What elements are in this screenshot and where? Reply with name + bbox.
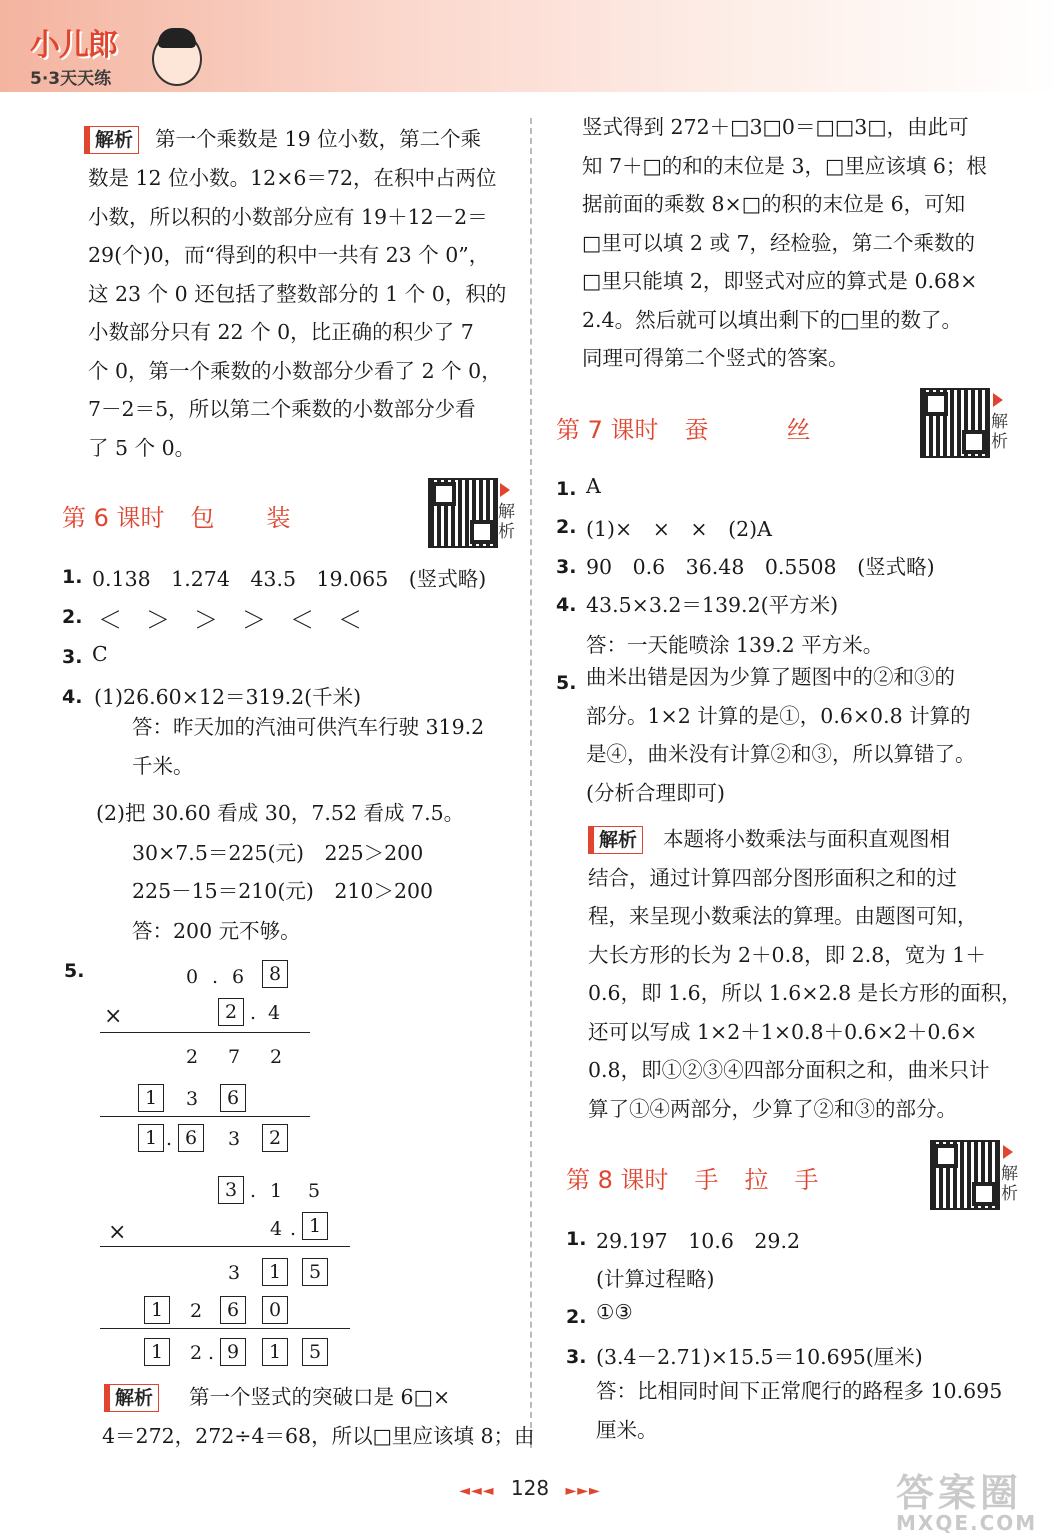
qr-label-char: 解 (498, 502, 515, 522)
play-icon (993, 393, 1003, 407)
text-line: 答：昨天加的汽油可供汽车行驶 319.2 (132, 715, 485, 739)
digit-box: 0 (262, 1296, 288, 1324)
text-line: 千米。 (132, 753, 194, 778)
item-text: ＜ ＞ ＞ ＞ ＜ ＜ (98, 606, 362, 634)
item-number: 4. (62, 686, 83, 708)
text-line: 30×7.5＝225(元) 225＞200 (132, 841, 424, 865)
item-text: (计算过程略) (596, 1267, 715, 1291)
text-line: 第一个乘数是 19 位小数，第二个乘 (155, 127, 482, 151)
digit-box: 8 (262, 960, 288, 988)
item-number: 2. (62, 606, 83, 628)
text-line: 第一个竖式的突破口是 6□× (189, 1385, 451, 1409)
text-line: 0.8，即①②③④四部分面积之和，曲米只计 (588, 1058, 990, 1082)
brand-name: 小儿郎 (30, 28, 117, 63)
analysis-continuation (582, 108, 987, 378)
digit-box: 6 (178, 1124, 204, 1152)
text-line: □里可以填 2 或 7，经检验，第二个乘数的 (582, 230, 976, 255)
lesson-number: 第 8 课时 (566, 1166, 669, 1194)
lesson-title-char: 丝 (786, 416, 811, 444)
analysis-block-1 (84, 120, 481, 159)
qr-code-icon[interactable] (920, 388, 990, 458)
digit-box: 3 (218, 1176, 244, 1204)
play-icon (1003, 1145, 1013, 1159)
digit: 2 (186, 1046, 199, 1068)
item-text: 43.5×3.2＝139.2(平方米) (586, 593, 839, 617)
lesson-number: 第 7 课时 (556, 416, 659, 444)
item-5-text (586, 658, 976, 812)
text-line: 厘米。 (596, 1417, 658, 1442)
lesson-title-char: 包 (190, 504, 215, 532)
qr-label-char: 解 (991, 412, 1008, 432)
item-number: 3. (62, 646, 83, 668)
digit: 3 (186, 1088, 199, 1110)
digit: . (290, 1218, 297, 1240)
item-4-answer (132, 708, 484, 785)
item-text: 0.138 1.274 43.5 19.065 (竖式略) (92, 567, 487, 591)
digit: 3 (228, 1262, 241, 1284)
lesson-title-char: 手 (694, 1166, 719, 1194)
digit: 7 (228, 1046, 241, 1068)
digit-box: 6 (220, 1296, 246, 1324)
arrow-right-icon: ►►► (565, 1483, 601, 1499)
digit-box: 1 (262, 1258, 288, 1286)
digit: . (208, 1342, 215, 1364)
text-line: 知 7＋□的和的末位是 3，□里应该填 6；根 (582, 153, 987, 178)
calc-rule (100, 1116, 310, 1117)
item-number: 2. (556, 516, 577, 538)
digit-box: 1 (144, 1296, 170, 1324)
text-line: 小数，所以积的小数部分应有 19＋12－2＝ (88, 204, 488, 229)
column-divider (530, 118, 532, 1448)
lesson-8-title (566, 1160, 819, 1195)
digit: 4 (268, 1002, 281, 1024)
qr-label-char: 析 (1001, 1184, 1018, 1204)
text-line: 225－15＝210(元) 210＞200 (132, 879, 434, 903)
brand-logo (24, 18, 224, 98)
item-number: 3. (556, 556, 577, 578)
text-line: 个 0，第一个乘数的小数部分少看了 2 个 0， (88, 358, 502, 383)
text-line: 2.4。然后就可以填出剩下的□里的数了。 (582, 307, 962, 332)
text-line: 据前面的乘数 8×□的积的末位是 6，可知 (582, 192, 966, 216)
lesson-number: 第 6 课时 (62, 504, 165, 532)
item-text: C (92, 642, 108, 666)
text-line: 7－2＝5，所以第二个乘数的小数部分少看 (88, 397, 476, 421)
text-line: 竖式得到 272＋□3□0＝□□3□，由此可 (582, 115, 969, 139)
digit: 5 (308, 1180, 321, 1202)
item-text: A (586, 474, 601, 498)
lesson-title-char: 装 (266, 504, 291, 532)
text-line: 答：比相同时间下正常爬行的路程多 10.695 (596, 1379, 1003, 1403)
digit-box: 1 (144, 1338, 170, 1366)
digit-box: 1 (138, 1084, 164, 1112)
text-line: 还可以写成 1×2＋1×0.8＋0.6×2＋0.6× (588, 1019, 978, 1044)
item-text: ①③ (596, 1300, 633, 1324)
digit-box: 1 (302, 1212, 328, 1240)
qr-label (1001, 1164, 1021, 1204)
analysis-tag: 解析 (84, 126, 139, 154)
item-number: 1. (62, 566, 83, 588)
digit-box: 5 (302, 1338, 328, 1366)
analysis-tag: 解析 (588, 826, 643, 854)
qr-label-char: 析 (991, 432, 1008, 452)
item-number: 1. (566, 1228, 587, 1250)
qr-label (498, 502, 518, 542)
qr-label-char: 解 (1001, 1164, 1018, 1184)
qr-code-icon[interactable] (428, 478, 498, 548)
brand-series: 5·3天天练 (30, 69, 112, 89)
digit: 4 (270, 1218, 283, 1240)
multiply-sign: × (104, 1004, 123, 1029)
text-line: 大长方形的长为 2＋0.8，即 2.8，宽为 1＋ (588, 942, 986, 967)
multiply-sign: × (108, 1220, 127, 1245)
analysis-tag: 解析 (104, 1384, 159, 1412)
digit: 1 (270, 1180, 283, 1202)
item-number: 1. (556, 478, 577, 500)
digit-box: 1 (262, 1338, 288, 1366)
text-line: 曲米出错是因为少算了题图中的②和③的 (586, 665, 955, 689)
digit-box: 2 (218, 998, 244, 1026)
digit: 2 (190, 1300, 203, 1322)
digit: 0 (186, 966, 199, 988)
text-line: 29(个)0，而“得到的积中一共有 23 个 0”， (88, 243, 490, 267)
digit: . (250, 1180, 257, 1202)
arrow-left-icon: ◄◄◄ (459, 1483, 495, 1499)
item-number: 5. (556, 672, 577, 694)
lesson-title-char: 手 (794, 1166, 819, 1194)
digit-box: 1 (138, 1124, 164, 1152)
digit-box: 6 (220, 1084, 246, 1112)
watermark-url: MXQE.COM (896, 1511, 1038, 1535)
item-text: (1)× × × (2)A (586, 517, 772, 541)
digit-box: 5 (302, 1258, 328, 1286)
text-line: 了 5 个 0。 (88, 435, 196, 460)
lesson-title-char: 蚕 (684, 416, 709, 444)
item-number: 4. (556, 594, 577, 616)
item-text: 90 0.6 36.48 0.5508 (竖式略) (586, 555, 935, 579)
text-line: 程，来呈现小数乘法的算理。由题图可知， (588, 904, 978, 928)
item-number: 2. (566, 1306, 587, 1328)
play-icon (500, 483, 510, 497)
calc-rule (100, 1328, 350, 1329)
item-number: 5. (64, 960, 85, 982)
text-line: 是④，曲米没有计算②和③，所以算错了。 (586, 742, 976, 766)
item-3-answer (596, 1372, 1002, 1449)
digit: 6 (232, 966, 245, 988)
text-line: (分析合理即可) (586, 780, 725, 805)
text-line: 这 23 个 0 还包括了整数部分的 1 个 0，积的 (88, 281, 507, 306)
digit-box: 9 (220, 1338, 246, 1366)
analysis-block-2 (104, 1378, 535, 1455)
digit: . (166, 1128, 173, 1150)
text-line: 同理可得第二个竖式的答案。 (582, 346, 849, 370)
text-line: 数是 12 位小数。12×6＝72，在积中占两位 (88, 166, 497, 190)
digit: 2 (190, 1342, 203, 1364)
watermark-text: 答案圈 (896, 1471, 1023, 1515)
text-line: 小数部分只有 22 个 0，比正确的积少了 7 (88, 320, 474, 344)
text-line: 4＝272，272÷4＝68，所以□里应该填 8；由 (102, 1423, 535, 1448)
analysis-block-1-body (88, 159, 506, 467)
digit-box: 2 (262, 1124, 288, 1152)
text-line: 答：200 元不够。 (132, 919, 301, 943)
digit: 2 (270, 1046, 283, 1068)
item-text: (3.4－2.71)×15.5＝10.695(厘米) (596, 1345, 923, 1369)
digit: . (212, 966, 219, 988)
digit: . (250, 1002, 257, 1024)
lesson-6-title (62, 498, 291, 533)
calc-rule (100, 1032, 310, 1033)
text-line: 0.6，即 1.6，所以 1.6×2.8 是长方形的面积， (588, 981, 1022, 1005)
mascot-icon (152, 32, 202, 86)
qr-label (991, 412, 1011, 452)
text-line: 本题将小数乘法与面积直观图相 (663, 827, 951, 851)
text-line: 算了①④两部分，少算了②和③的部分。 (588, 1096, 957, 1121)
lesson-7-title (556, 410, 811, 445)
item-text: (1)26.60×12＝319.2(千米) (94, 685, 362, 709)
page-number: 128 (510, 1476, 550, 1500)
calc-rule (100, 1246, 350, 1247)
text-line: □里只能填 2，即竖式对应的算式是 0.68× (582, 269, 978, 293)
text-line: 部分。1×2 计算的是①，0.6×0.8 计算的 (586, 703, 971, 728)
digit: 3 (228, 1128, 241, 1150)
qr-code-icon[interactable] (930, 1140, 1000, 1210)
text-line: 结合，通过计算四部分图形面积之和的过 (588, 865, 957, 890)
watermark-logo (896, 1462, 1046, 1535)
text-line: (2)把 30.60 看成 30，7.52 看成 7.5。 (96, 801, 465, 825)
text-line: 答：一天能喷涂 139.2 平方米。 (586, 633, 884, 657)
lesson-title-char: 拉 (744, 1166, 769, 1194)
item-number: 3. (566, 1346, 587, 1368)
item-text: 29.197 10.6 29.2 (596, 1229, 801, 1253)
qr-label-char: 析 (498, 522, 515, 542)
analysis-block-3 (588, 820, 1022, 1128)
